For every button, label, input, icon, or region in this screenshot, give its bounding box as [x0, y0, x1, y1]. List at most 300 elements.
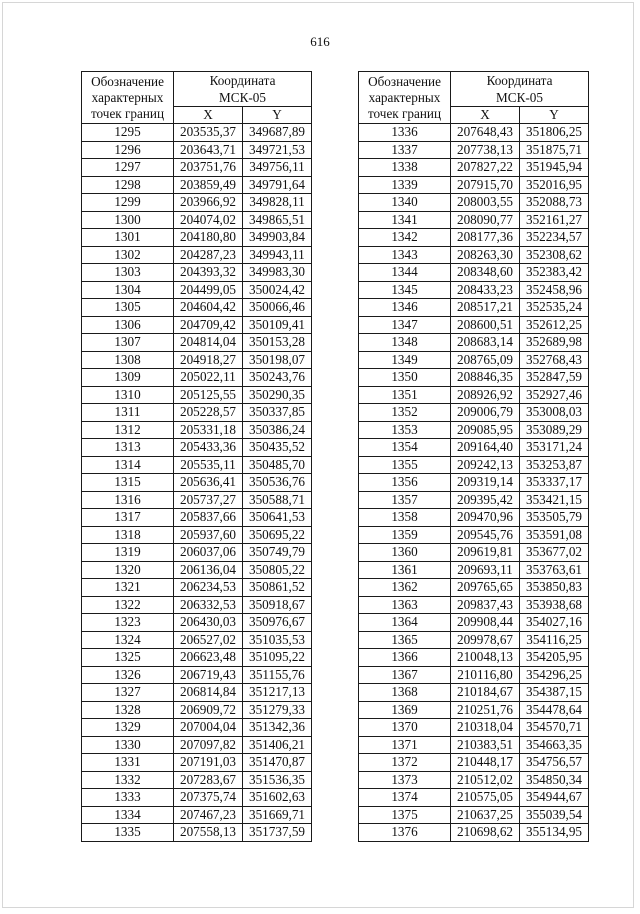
x-coordinate-cell: 204180,80 — [174, 229, 243, 247]
table-row — [359, 369, 589, 387]
y-coordinate-cell: 351945,94 — [520, 159, 589, 177]
point-number-cell: 1347 — [359, 316, 451, 334]
table-row — [82, 701, 312, 719]
x-coordinate-cell: 203535,37 — [174, 124, 243, 142]
table-row — [359, 264, 589, 282]
point-number-cell: 1373 — [359, 771, 451, 789]
x-column-header: X — [451, 107, 520, 124]
table-row — [359, 649, 589, 667]
table-row — [82, 631, 312, 649]
y-coordinate-cell: 350024,42 — [243, 281, 312, 299]
coordinate-group-header: Координата МСК-05 — [174, 72, 312, 107]
table-body — [82, 124, 312, 842]
x-coordinate-cell: 204814,04 — [174, 334, 243, 352]
point-number-cell: 1311 — [82, 404, 174, 422]
y-coordinate-cell: 350536,76 — [243, 474, 312, 492]
y-coordinate-cell: 350109,41 — [243, 316, 312, 334]
table-row — [82, 789, 312, 807]
y-coordinate-cell: 350861,52 — [243, 579, 312, 597]
x-coordinate-cell: 207375,74 — [174, 789, 243, 807]
y-coordinate-cell: 350918,67 — [243, 596, 312, 614]
point-number-cell: 1325 — [82, 649, 174, 667]
y-coordinate-cell: 354570,71 — [520, 719, 589, 737]
y-coordinate-cell: 354296,25 — [520, 666, 589, 684]
y-coordinate-cell: 354205,95 — [520, 649, 589, 667]
table-row — [359, 246, 589, 264]
point-number-cell: 1342 — [359, 229, 451, 247]
x-coordinate-cell: 208683,14 — [451, 334, 520, 352]
y-coordinate-cell: 353938,68 — [520, 596, 589, 614]
y-coordinate-cell: 352847,59 — [520, 369, 589, 387]
y-coordinate-cell: 351035,53 — [243, 631, 312, 649]
table-row — [359, 736, 589, 754]
table-row — [359, 579, 589, 597]
x-coordinate-cell: 204074,02 — [174, 211, 243, 229]
table-row — [82, 334, 312, 352]
point-number-cell: 1340 — [359, 194, 451, 212]
x-coordinate-cell: 204918,27 — [174, 351, 243, 369]
x-coordinate-cell: 206527,02 — [174, 631, 243, 649]
table-row — [359, 631, 589, 649]
coordinate-group-header: Координата МСК-05 — [451, 72, 589, 107]
point-number-cell: 1309 — [82, 369, 174, 387]
x-coordinate-cell: 209164,40 — [451, 439, 520, 457]
point-number-cell: 1376 — [359, 824, 451, 842]
point-label-header: Обозначение характерных точек границ — [82, 72, 174, 124]
table-row — [359, 334, 589, 352]
y-coordinate-cell: 351536,35 — [243, 771, 312, 789]
x-coordinate-cell: 208926,92 — [451, 386, 520, 404]
y-coordinate-cell: 350435,52 — [243, 439, 312, 457]
table-row — [359, 124, 589, 142]
x-coordinate-cell: 203751,76 — [174, 159, 243, 177]
x-coordinate-cell: 208090,77 — [451, 211, 520, 229]
point-number-cell: 1313 — [82, 439, 174, 457]
x-coordinate-cell: 205737,27 — [174, 491, 243, 509]
point-number-cell: 1375 — [359, 806, 451, 824]
table-row — [82, 736, 312, 754]
table-row — [82, 141, 312, 159]
x-coordinate-cell: 207097,82 — [174, 736, 243, 754]
table-row — [359, 456, 589, 474]
point-number-cell: 1322 — [82, 596, 174, 614]
y-coordinate-cell: 354756,57 — [520, 754, 589, 772]
point-number-cell: 1343 — [359, 246, 451, 264]
table-body — [359, 124, 589, 842]
table-row — [359, 561, 589, 579]
point-number-cell: 1318 — [82, 526, 174, 544]
x-coordinate-cell: 209837,43 — [451, 596, 520, 614]
point-number-cell: 1350 — [359, 369, 451, 387]
table-row — [82, 176, 312, 194]
table-row — [82, 211, 312, 229]
x-coordinate-cell: 206332,53 — [174, 596, 243, 614]
table-row — [359, 666, 589, 684]
point-number-cell: 1330 — [82, 736, 174, 754]
point-number-cell: 1356 — [359, 474, 451, 492]
table-row — [359, 596, 589, 614]
x-coordinate-cell: 204604,42 — [174, 299, 243, 317]
table-row — [359, 509, 589, 527]
x-coordinate-cell: 203643,71 — [174, 141, 243, 159]
point-number-cell: 1361 — [359, 561, 451, 579]
table-row — [82, 806, 312, 824]
y-coordinate-cell: 350337,85 — [243, 404, 312, 422]
y-coordinate-cell: 352383,42 — [520, 264, 589, 282]
y-coordinate-cell: 349756,11 — [243, 159, 312, 177]
table-row — [359, 474, 589, 492]
point-number-cell: 1352 — [359, 404, 451, 422]
x-coordinate-cell: 208263,30 — [451, 246, 520, 264]
y-coordinate-cell: 350805,22 — [243, 561, 312, 579]
y-coordinate-cell: 353253,87 — [520, 456, 589, 474]
x-coordinate-cell: 209693,11 — [451, 561, 520, 579]
x-coordinate-cell: 208348,60 — [451, 264, 520, 282]
y-coordinate-cell: 351470,87 — [243, 754, 312, 772]
point-number-cell: 1297 — [82, 159, 174, 177]
point-number-cell: 1335 — [82, 824, 174, 842]
y-coordinate-cell: 354387,15 — [520, 684, 589, 702]
x-coordinate-cell: 210116,80 — [451, 666, 520, 684]
point-number-cell: 1334 — [82, 806, 174, 824]
table-row — [82, 614, 312, 632]
y-coordinate-cell: 349943,11 — [243, 246, 312, 264]
table-row — [82, 649, 312, 667]
y-coordinate-cell: 350066,46 — [243, 299, 312, 317]
point-number-cell: 1359 — [359, 526, 451, 544]
point-number-cell: 1369 — [359, 701, 451, 719]
y-coordinate-cell: 350198,07 — [243, 351, 312, 369]
point-number-cell: 1360 — [359, 544, 451, 562]
point-number-cell: 1295 — [82, 124, 174, 142]
x-coordinate-cell: 209006,79 — [451, 404, 520, 422]
x-coordinate-cell: 207191,03 — [174, 754, 243, 772]
table-row — [82, 561, 312, 579]
point-number-cell: 1306 — [82, 316, 174, 334]
x-coordinate-cell: 205636,41 — [174, 474, 243, 492]
y-coordinate-cell: 350749,79 — [243, 544, 312, 562]
table-row — [82, 491, 312, 509]
y-coordinate-cell: 351342,36 — [243, 719, 312, 737]
x-coordinate-cell: 210637,25 — [451, 806, 520, 824]
point-number-cell: 1370 — [359, 719, 451, 737]
y-coordinate-cell: 353089,29 — [520, 421, 589, 439]
table-row — [82, 596, 312, 614]
x-coordinate-cell: 208517,21 — [451, 299, 520, 317]
x-coordinate-cell: 207283,67 — [174, 771, 243, 789]
x-coordinate-cell: 207738,13 — [451, 141, 520, 159]
table-row — [82, 369, 312, 387]
x-coordinate-cell: 208846,35 — [451, 369, 520, 387]
table-row — [359, 229, 589, 247]
table-row — [359, 439, 589, 457]
y-coordinate-cell: 352308,62 — [520, 246, 589, 264]
y-coordinate-cell: 352234,57 — [520, 229, 589, 247]
table-row — [359, 824, 589, 842]
table-row — [359, 194, 589, 212]
y-coordinate-cell: 351602,63 — [243, 789, 312, 807]
table-row — [82, 666, 312, 684]
y-coordinate-cell: 349983,30 — [243, 264, 312, 282]
y-coordinate-cell: 349828,11 — [243, 194, 312, 212]
point-number-cell: 1344 — [359, 264, 451, 282]
x-coordinate-cell: 205937,60 — [174, 526, 243, 544]
table-row — [359, 684, 589, 702]
point-number-cell: 1371 — [359, 736, 451, 754]
y-coordinate-cell: 354944,67 — [520, 789, 589, 807]
y-coordinate-cell: 355039,54 — [520, 806, 589, 824]
x-coordinate-cell: 206430,03 — [174, 614, 243, 632]
y-coordinate-cell: 351806,25 — [520, 124, 589, 142]
table-row — [359, 299, 589, 317]
point-number-cell: 1321 — [82, 579, 174, 597]
x-coordinate-cell: 206909,72 — [174, 701, 243, 719]
y-coordinate-cell: 353337,17 — [520, 474, 589, 492]
y-coordinate-cell: 352768,43 — [520, 351, 589, 369]
y-coordinate-cell: 349721,53 — [243, 141, 312, 159]
y-coordinate-cell: 350695,22 — [243, 526, 312, 544]
point-number-cell: 1348 — [359, 334, 451, 352]
y-coordinate-cell: 350153,28 — [243, 334, 312, 352]
table-row — [82, 754, 312, 772]
y-coordinate-cell: 349791,64 — [243, 176, 312, 194]
x-coordinate-cell: 205022,11 — [174, 369, 243, 387]
point-number-cell: 1302 — [82, 246, 174, 264]
page-number: 616 — [310, 34, 330, 49]
x-coordinate-cell: 209545,76 — [451, 526, 520, 544]
y-coordinate-cell: 352927,46 — [520, 386, 589, 404]
point-number-cell: 1329 — [82, 719, 174, 737]
y-coordinate-cell: 352612,25 — [520, 316, 589, 334]
table-row — [359, 281, 589, 299]
table-row — [82, 771, 312, 789]
coordinates-table-right — [358, 71, 589, 842]
y-coordinate-cell: 352016,95 — [520, 176, 589, 194]
y-coordinate-cell: 350641,53 — [243, 509, 312, 527]
x-coordinate-cell: 203859,49 — [174, 176, 243, 194]
table-row — [359, 789, 589, 807]
y-coordinate-cell: 353505,79 — [520, 509, 589, 527]
x-coordinate-cell: 205228,57 — [174, 404, 243, 422]
point-number-cell: 1363 — [359, 596, 451, 614]
y-coordinate-cell: 350485,70 — [243, 456, 312, 474]
y-coordinate-cell: 352088,73 — [520, 194, 589, 212]
x-coordinate-cell: 207648,43 — [451, 124, 520, 142]
table-row — [82, 456, 312, 474]
point-number-cell: 1372 — [359, 754, 451, 772]
x-coordinate-cell: 209765,65 — [451, 579, 520, 597]
point-number-cell: 1333 — [82, 789, 174, 807]
point-number-cell: 1355 — [359, 456, 451, 474]
y-coordinate-cell: 354116,25 — [520, 631, 589, 649]
point-number-cell: 1368 — [359, 684, 451, 702]
y-coordinate-cell: 352161,27 — [520, 211, 589, 229]
table-row — [359, 159, 589, 177]
table-row — [82, 264, 312, 282]
point-number-cell: 1298 — [82, 176, 174, 194]
point-number-cell: 1326 — [82, 666, 174, 684]
x-coordinate-cell: 209242,13 — [451, 456, 520, 474]
table-row — [359, 211, 589, 229]
table-row — [359, 544, 589, 562]
point-number-cell: 1337 — [359, 141, 451, 159]
point-number-cell: 1305 — [82, 299, 174, 317]
table-row — [359, 491, 589, 509]
table-row — [82, 281, 312, 299]
point-number-cell: 1357 — [359, 491, 451, 509]
table-row — [82, 684, 312, 702]
point-number-cell: 1358 — [359, 509, 451, 527]
x-coordinate-cell: 206234,53 — [174, 579, 243, 597]
y-coordinate-cell: 353008,03 — [520, 404, 589, 422]
table-row — [82, 194, 312, 212]
x-coordinate-cell: 209470,96 — [451, 509, 520, 527]
x-coordinate-cell: 209319,14 — [451, 474, 520, 492]
table-row — [82, 509, 312, 527]
table-row — [82, 544, 312, 562]
y-coordinate-cell: 353591,08 — [520, 526, 589, 544]
y-coordinate-cell: 351155,76 — [243, 666, 312, 684]
y-coordinate-cell: 354850,34 — [520, 771, 589, 789]
table-row — [359, 719, 589, 737]
y-coordinate-cell: 352689,98 — [520, 334, 589, 352]
x-coordinate-cell: 208003,55 — [451, 194, 520, 212]
table-row — [359, 141, 589, 159]
x-coordinate-cell: 209085,95 — [451, 421, 520, 439]
point-number-cell: 1362 — [359, 579, 451, 597]
table-row — [82, 159, 312, 177]
y-coordinate-cell: 352535,24 — [520, 299, 589, 317]
point-number-cell: 1336 — [359, 124, 451, 142]
point-number-cell: 1328 — [82, 701, 174, 719]
table-row — [82, 299, 312, 317]
table-row — [82, 229, 312, 247]
x-coordinate-cell: 206623,48 — [174, 649, 243, 667]
point-number-cell: 1354 — [359, 439, 451, 457]
y-coordinate-cell: 350588,71 — [243, 491, 312, 509]
x-coordinate-cell: 205535,11 — [174, 456, 243, 474]
x-coordinate-cell: 204393,32 — [174, 264, 243, 282]
y-coordinate-cell: 349903,84 — [243, 229, 312, 247]
x-coordinate-cell: 203966,92 — [174, 194, 243, 212]
table-row — [82, 579, 312, 597]
x-coordinate-cell: 207004,04 — [174, 719, 243, 737]
table-row — [359, 806, 589, 824]
x-coordinate-cell: 208177,36 — [451, 229, 520, 247]
point-number-cell: 1299 — [82, 194, 174, 212]
x-coordinate-cell: 210512,02 — [451, 771, 520, 789]
y-coordinate-cell: 351217,13 — [243, 684, 312, 702]
x-coordinate-cell: 210448,17 — [451, 754, 520, 772]
point-number-cell: 1331 — [82, 754, 174, 772]
y-coordinate-cell: 349687,89 — [243, 124, 312, 142]
y-coordinate-cell: 351406,21 — [243, 736, 312, 754]
table-row — [359, 771, 589, 789]
point-number-cell: 1324 — [82, 631, 174, 649]
table-row — [82, 824, 312, 842]
point-number-cell: 1296 — [82, 141, 174, 159]
y-column-header: Y — [520, 107, 589, 124]
x-coordinate-cell: 208433,23 — [451, 281, 520, 299]
point-number-cell: 1353 — [359, 421, 451, 439]
y-coordinate-cell: 351279,33 — [243, 701, 312, 719]
table-row — [82, 246, 312, 264]
x-coordinate-cell: 210575,05 — [451, 789, 520, 807]
table-row — [359, 386, 589, 404]
point-number-cell: 1338 — [359, 159, 451, 177]
point-number-cell: 1317 — [82, 509, 174, 527]
point-number-cell: 1345 — [359, 281, 451, 299]
point-number-cell: 1349 — [359, 351, 451, 369]
x-coordinate-cell: 210184,67 — [451, 684, 520, 702]
x-coordinate-cell: 204709,42 — [174, 316, 243, 334]
point-number-cell: 1341 — [359, 211, 451, 229]
point-number-cell: 1320 — [82, 561, 174, 579]
point-number-cell: 1303 — [82, 264, 174, 282]
y-coordinate-cell: 351737,59 — [243, 824, 312, 842]
y-coordinate-cell: 353421,15 — [520, 491, 589, 509]
x-coordinate-cell: 204287,23 — [174, 246, 243, 264]
x-coordinate-cell: 208600,51 — [451, 316, 520, 334]
table-row — [359, 404, 589, 422]
x-coordinate-cell: 210383,51 — [451, 736, 520, 754]
table-row — [82, 124, 312, 142]
y-column-header: Y — [243, 107, 312, 124]
table-row — [82, 404, 312, 422]
x-coordinate-cell: 209619,81 — [451, 544, 520, 562]
x-coordinate-cell: 210251,76 — [451, 701, 520, 719]
coordinates-table-left — [81, 71, 312, 842]
table-row — [82, 316, 312, 334]
y-coordinate-cell: 353850,83 — [520, 579, 589, 597]
x-coordinate-cell: 207558,13 — [174, 824, 243, 842]
point-number-cell: 1316 — [82, 491, 174, 509]
point-number-cell: 1300 — [82, 211, 174, 229]
x-coordinate-cell: 205331,18 — [174, 421, 243, 439]
point-number-cell: 1332 — [82, 771, 174, 789]
y-coordinate-cell: 354663,35 — [520, 736, 589, 754]
table-row — [359, 526, 589, 544]
y-coordinate-cell: 352458,96 — [520, 281, 589, 299]
x-coordinate-cell: 205125,55 — [174, 386, 243, 404]
x-coordinate-cell: 205837,66 — [174, 509, 243, 527]
point-number-cell: 1366 — [359, 649, 451, 667]
x-coordinate-cell: 209395,42 — [451, 491, 520, 509]
point-number-cell: 1327 — [82, 684, 174, 702]
x-coordinate-cell: 207467,23 — [174, 806, 243, 824]
y-coordinate-cell: 351875,71 — [520, 141, 589, 159]
x-coordinate-cell: 210698,62 — [451, 824, 520, 842]
y-coordinate-cell: 350976,67 — [243, 614, 312, 632]
table-row — [82, 386, 312, 404]
point-number-cell: 1315 — [82, 474, 174, 492]
x-coordinate-cell: 207915,70 — [451, 176, 520, 194]
table-row — [359, 176, 589, 194]
point-number-cell: 1374 — [359, 789, 451, 807]
point-number-cell: 1346 — [359, 299, 451, 317]
y-coordinate-cell: 354027,16 — [520, 614, 589, 632]
x-column-header: X — [174, 107, 243, 124]
table-row — [82, 351, 312, 369]
point-number-cell: 1310 — [82, 386, 174, 404]
y-coordinate-cell: 350290,35 — [243, 386, 312, 404]
point-number-cell: 1308 — [82, 351, 174, 369]
x-coordinate-cell: 209908,44 — [451, 614, 520, 632]
point-label-header: Обозначение характерных точек границ — [359, 72, 451, 124]
table-row — [82, 439, 312, 457]
table-row — [359, 754, 589, 772]
table-row — [359, 316, 589, 334]
